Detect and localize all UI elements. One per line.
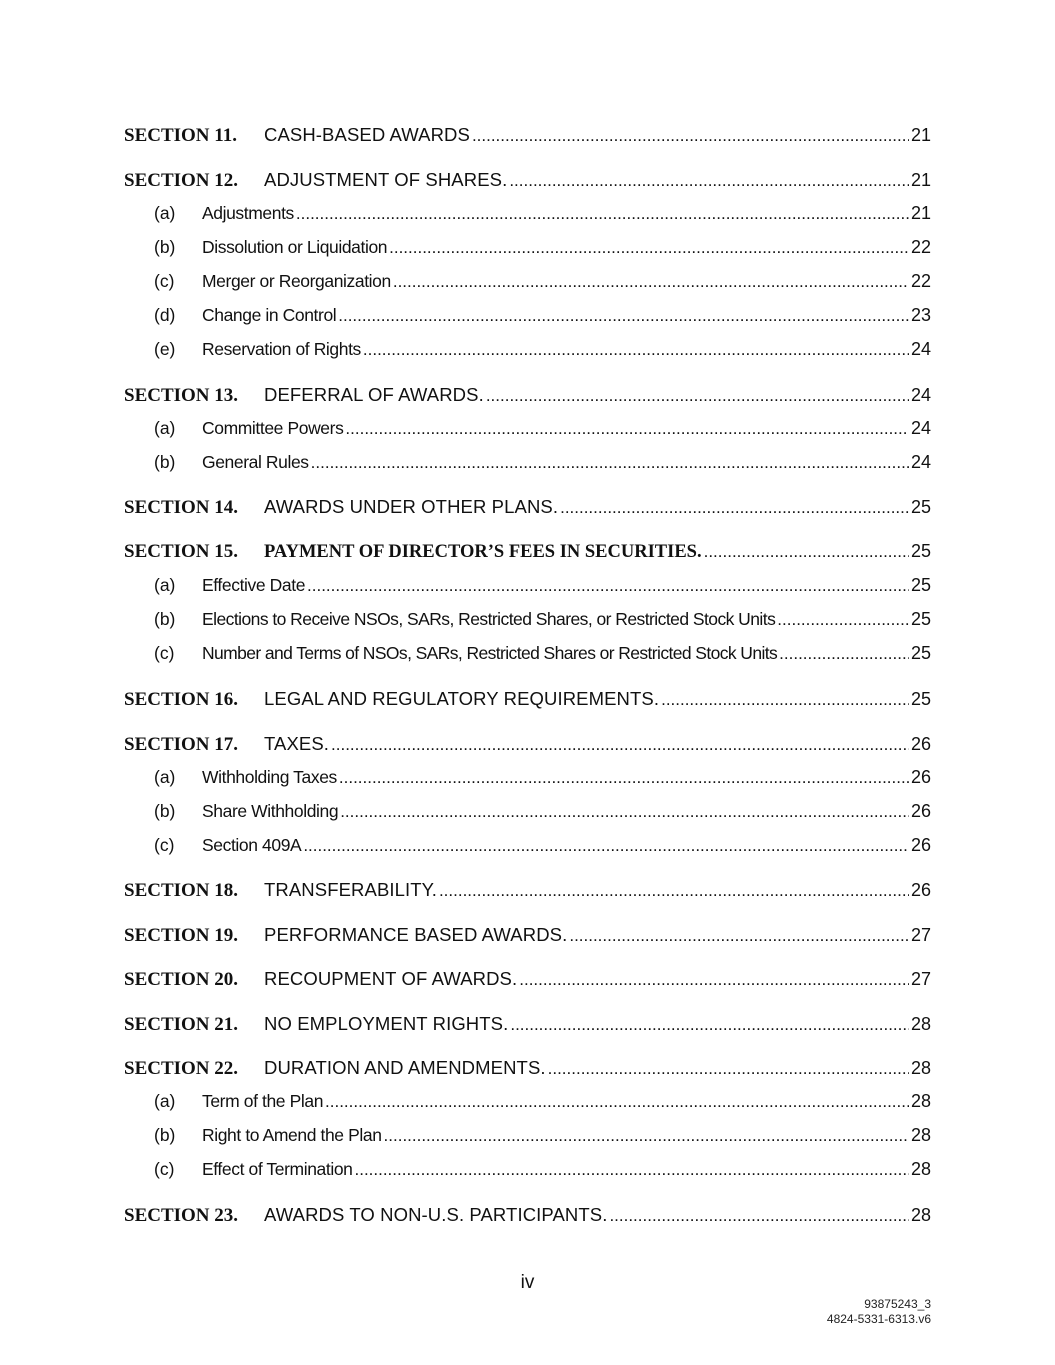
subsection-title: Right to Amend the Plan [202, 1125, 382, 1145]
subsection-title: Term of the Plan [202, 1091, 324, 1111]
page-number: 28 [910, 1058, 931, 1078]
subsection-letter: (a) [154, 575, 176, 595]
toc-subsection-22c[interactable] [124, 1159, 931, 1183]
page-number: 26 [910, 801, 931, 821]
subsection-letter: (a) [154, 767, 176, 787]
subsection-letter: (d) [154, 305, 176, 325]
toc-subsection-12e[interactable] [124, 339, 931, 363]
section-title: AWARDS UNDER OTHER PLANS. [264, 496, 559, 517]
page-number: 24 [910, 418, 931, 438]
section-number: SECTION 23. [124, 1205, 239, 1226]
page-number: 25 [910, 541, 931, 561]
dot-leader [393, 272, 909, 292]
document-id-line-1: 93875243_3 [864, 1297, 931, 1311]
page-number: 24 [910, 385, 931, 405]
dot-leader [779, 644, 909, 664]
subsection-title: Number and Terms of NSOs, SARs, Restricted Shares or Restricted Stock Units [202, 643, 778, 663]
toc-subsection-15b[interactable] [124, 609, 931, 633]
dot-leader [519, 970, 909, 990]
toc-subsection-15a[interactable] [124, 575, 931, 599]
dot-leader [307, 576, 909, 596]
page-footer-number: iv [520, 1272, 535, 1293]
subsection-letter: (a) [154, 203, 176, 223]
section-title: RECOUPMENT OF AWARDS. [264, 968, 518, 989]
section-number: SECTION 15. [124, 541, 239, 562]
subsection-letter: (a) [154, 1091, 176, 1111]
page-number: 28 [910, 1205, 931, 1225]
dot-leader [296, 204, 909, 224]
toc-subsection-17c[interactable] [124, 835, 931, 859]
toc-subsection-12b[interactable] [124, 237, 931, 261]
page-number: 28 [910, 1091, 931, 1111]
section-number: SECTION 20. [124, 969, 239, 990]
page-number: 23 [910, 305, 931, 325]
dot-leader [389, 238, 909, 258]
dot-leader [325, 1092, 909, 1112]
section-title: DEFERRAL OF AWARDS. [264, 384, 484, 405]
dot-leader [548, 1059, 909, 1079]
page-number: 28 [910, 1159, 931, 1179]
subsection-letter: (c) [154, 1159, 175, 1179]
subsection-letter: (b) [154, 609, 176, 629]
subsection-letter: (e) [154, 339, 176, 359]
page-number: 26 [910, 880, 931, 900]
subsection-letter: (b) [154, 237, 176, 257]
toc-subsection-13b[interactable] [124, 452, 931, 476]
section-number: SECTION 13. [124, 385, 239, 406]
dot-leader [338, 306, 909, 326]
toc-section-17[interactable] [124, 733, 931, 759]
toc-subsection-12c[interactable] [124, 271, 931, 295]
dot-leader [439, 881, 909, 901]
toc-section-16[interactable] [124, 688, 931, 714]
subsection-title: Change in Control [202, 305, 337, 325]
page-number: 25 [910, 689, 931, 709]
section-number: SECTION 16. [124, 689, 239, 710]
subsection-letter: (c) [154, 835, 175, 855]
toc-subsection-22a[interactable] [124, 1091, 931, 1115]
section-number: SECTION 18. [124, 880, 239, 901]
subsection-title: Reservation of Rights [202, 339, 361, 359]
toc-section-15[interactable] [124, 541, 931, 567]
dot-leader [777, 610, 909, 630]
dot-leader [472, 126, 909, 146]
dot-leader [560, 498, 909, 518]
section-title: PERFORMANCE BASED AWARDS. [264, 924, 568, 945]
page-number: 26 [910, 767, 931, 787]
dot-leader [509, 171, 909, 191]
dot-leader [704, 542, 909, 562]
page-number: 22 [910, 237, 931, 257]
page-number: 25 [910, 575, 931, 595]
section-number: SECTION 19. [124, 925, 239, 946]
section-number: SECTION 12. [124, 170, 239, 191]
toc-section-11[interactable] [124, 124, 931, 150]
section-number: SECTION 17. [124, 734, 239, 755]
dot-leader [355, 1160, 909, 1180]
dot-leader [331, 735, 909, 755]
toc-section-14[interactable] [124, 496, 931, 522]
page-number: 27 [910, 969, 931, 989]
subsection-letter: (a) [154, 418, 176, 438]
page-number: 25 [910, 497, 931, 517]
page-number: 28 [910, 1125, 931, 1145]
section-title: TRANSFERABILITY. [264, 879, 437, 900]
section-number: SECTION 22. [124, 1058, 239, 1079]
subsection-title: Merger or Reorganization [202, 271, 391, 291]
page-number: 22 [910, 271, 931, 291]
section-title: ADJUSTMENT OF SHARES. [264, 169, 508, 190]
subsection-title: Section 409A [202, 835, 302, 855]
document-id-line-2: 4824-5331-6313.v6 [826, 1312, 931, 1326]
toc-subsection-12a[interactable] [124, 203, 931, 227]
subsection-title: Share Withholding [202, 801, 339, 821]
section-number: SECTION 21. [124, 1014, 239, 1035]
page-number: 26 [910, 734, 931, 754]
section-title: NO EMPLOYMENT RIGHTS. [264, 1013, 509, 1034]
dot-leader [510, 1015, 909, 1035]
page-number: 27 [910, 925, 931, 945]
toc-subsection-22b[interactable] [124, 1125, 931, 1149]
dot-leader [303, 836, 909, 856]
document-id [827, 1297, 931, 1327]
toc-subsection-13a[interactable] [124, 418, 931, 442]
section-number: SECTION 11. [124, 125, 237, 146]
toc-section-22[interactable] [124, 1057, 931, 1083]
toc-subsection-15c[interactable] [124, 643, 931, 667]
section-number: SECTION 14. [124, 497, 239, 518]
subsection-title: Adjustments [202, 203, 294, 223]
dot-leader [384, 1126, 909, 1146]
toc-subsection-17a[interactable] [124, 767, 931, 791]
dot-leader [340, 802, 909, 822]
dot-leader [311, 453, 909, 473]
subsection-letter: (c) [154, 271, 175, 291]
section-title: CASH-BASED AWARDS [264, 124, 470, 145]
toc-section-13[interactable] [124, 384, 931, 410]
page-number: 28 [910, 1014, 931, 1034]
subsection-title: Dissolution or Liquidation [202, 237, 388, 257]
section-title: DURATION AND AMENDMENTS. [264, 1057, 546, 1078]
toc-subsection-12d[interactable] [124, 305, 931, 329]
toc-section-19[interactable] [124, 924, 931, 950]
page-number: 25 [910, 609, 931, 629]
subsection-title: Withholding Taxes [202, 767, 337, 787]
page-number: 21 [910, 203, 931, 223]
toc-section-20[interactable] [124, 968, 931, 994]
subsection-title: General Rules [202, 452, 309, 472]
toc-section-18[interactable] [124, 879, 931, 905]
dot-leader [609, 1206, 909, 1226]
toc-section-21[interactable] [124, 1013, 931, 1039]
dot-leader [345, 419, 909, 439]
subsection-letter: (b) [154, 801, 176, 821]
dot-leader [486, 386, 909, 406]
dot-leader [569, 926, 909, 946]
toc-section-23[interactable] [124, 1204, 931, 1230]
subsection-letter: (b) [154, 1125, 176, 1145]
section-title: AWARDS TO NON-U.S. PARTICIPANTS. [264, 1204, 608, 1225]
page-number: 26 [910, 835, 931, 855]
toc-subsection-17b[interactable] [124, 801, 931, 825]
page-number: 24 [910, 339, 931, 359]
toc-section-12[interactable] [124, 169, 931, 195]
subsection-title: Effect of Termination [202, 1159, 353, 1179]
section-title: LEGAL AND REGULATORY REQUIREMENTS. [264, 688, 660, 709]
page-number: 24 [910, 452, 931, 472]
dot-leader [363, 340, 909, 360]
subsection-letter: (c) [154, 643, 175, 663]
subsection-title: Committee Powers [202, 418, 344, 438]
page-number: 25 [910, 643, 931, 663]
page-number: 21 [910, 170, 931, 190]
dot-leader [339, 768, 909, 788]
section-title: TAXES. [264, 733, 330, 754]
section-title: PAYMENT OF DIRECTOR’S FEES IN SECURITIES. [264, 542, 702, 562]
page-number: 21 [910, 125, 931, 145]
subsection-title: Elections to Receive NSOs, SARs, Restricted Shares, or Restricted Stock Units [202, 609, 776, 629]
dot-leader [661, 690, 909, 710]
subsection-letter: (b) [154, 452, 176, 472]
subsection-title: Effective Date [202, 575, 306, 595]
